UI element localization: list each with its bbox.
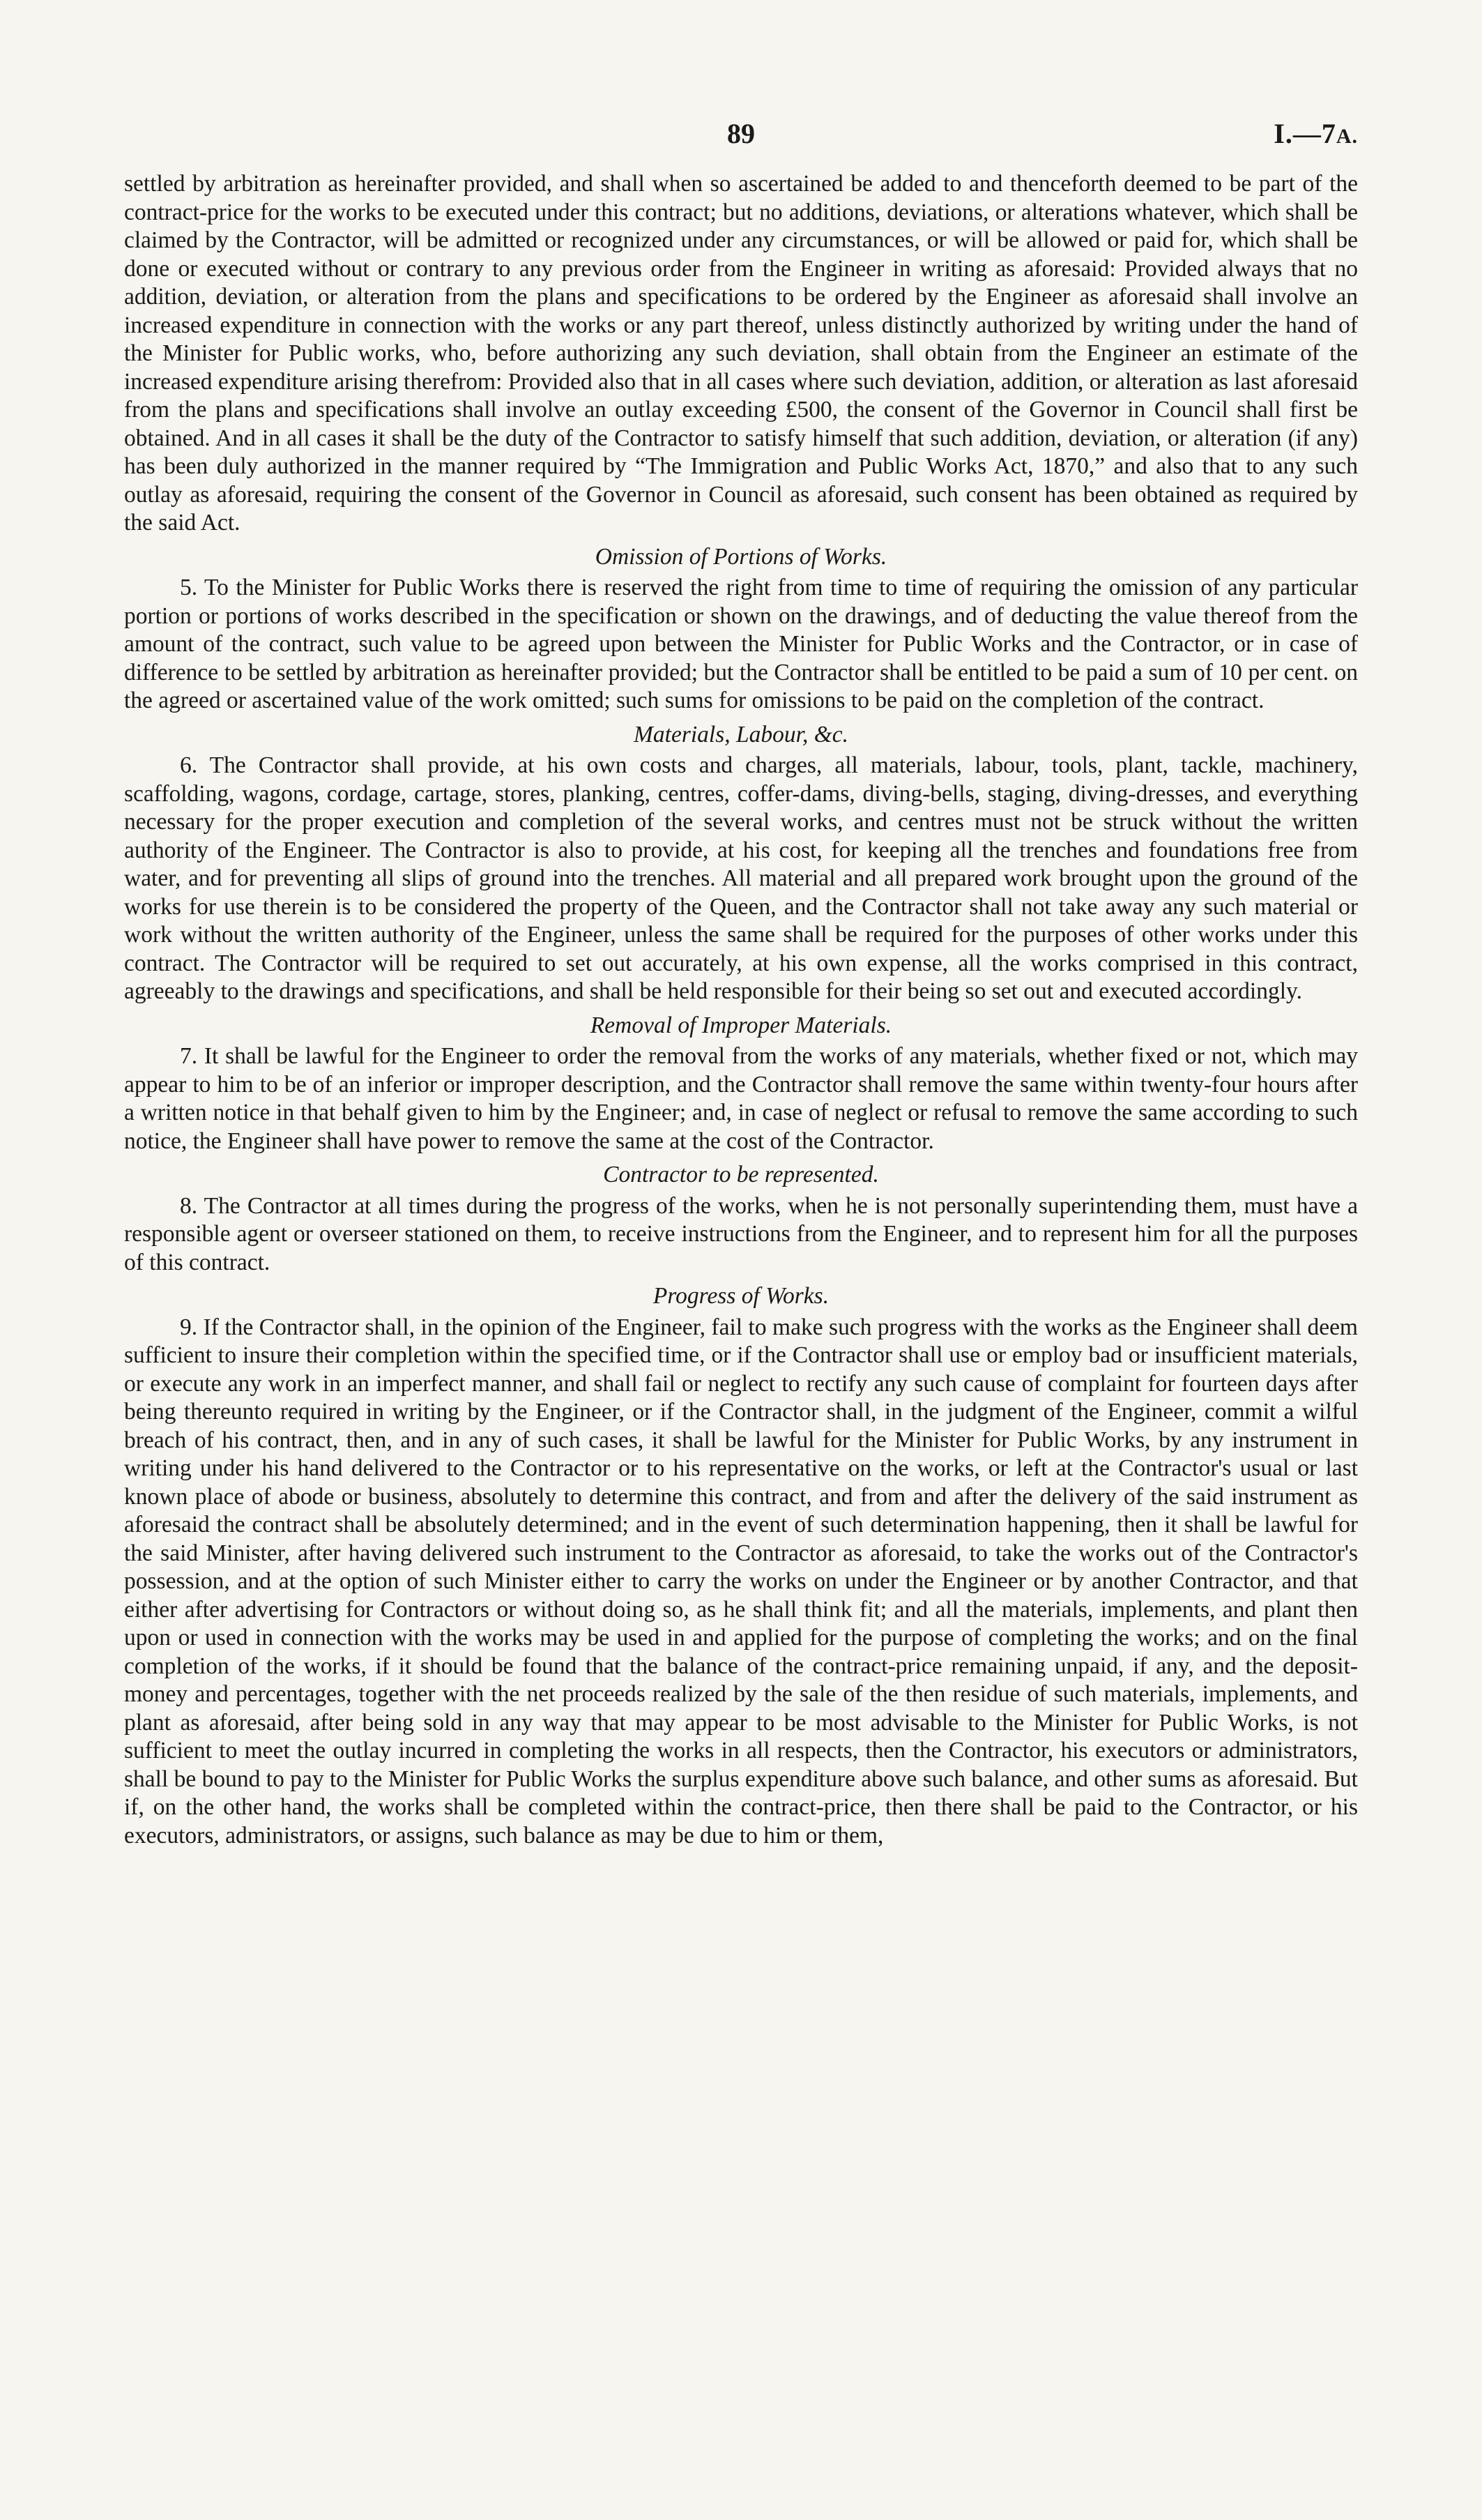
clause-8: 8. The Contractor at all times during the progress of the works, when he is not personally superintending them, must have a responsible agent or overseer stationed on them, to receive instructions from the Engineer, and to represent him for all the purposes of this contract. [124, 1192, 1358, 1275]
clause-6: 6. The Contractor shall provide, at his own costs and charges, all materials, labour, tools, plant, tackle, machinery, scaffolding, wagons, cordage, cartage, stores, planking, centres, coffer-dams, diving-bells, staging, diving-dresses, and everything necessary for the proper execution and completion of the several works, and centres must not be struck without the written authority of the Engineer. The Contractor is also to provide, at his cost, for keeping all the trenches and foundations free from water, and for preventing all slips of ground into the trenches. All material and all prepared work brought upon the ground of the works for use therein is to be considered the property of the Queen, and the Contractor shall not take away any such material or work without the written authority of the Engineer, unless the same shall be required for the purposes of other works under this contract. The Contractor will be required to set out accurately, at his own expense, all the works comprised in this contract, agreeably to the drawings and specifications, and shall be held responsible for their being so set out and executed accordingly. [124, 752, 1358, 1004]
document-reference [1274, 117, 1358, 150]
page-header [124, 117, 1358, 166]
reference-main: I.—7 [1274, 118, 1336, 149]
page-number: 89 [727, 118, 755, 149]
section-heading-removal: Removal of Improper Materials. [590, 1012, 892, 1038]
section-heading-progress: Progress of Works. [652, 1283, 830, 1309]
clause-5: 5. To the Minister for Public Works there is reserved the right from time to time of requiring the omission of any particular portion or portions of works described in the specification or shown on the drawings, and of deducting the value thereof from the amount of the contract, such value to be agreed upon between the Minister for Public Works and the Contractor, or in case of difference to be settled by arbitration as hereinafter provided; but the Contractor shall be entitled to be paid a sum of 10 per cent. on the agreed or ascertained value of the work omitted; such sums for omissions to be paid on the completion of the contract. [124, 575, 1358, 713]
section-heading-materials: Materials, Labour, &c. [633, 721, 849, 747]
paragraph-continuation: settled by arbitration as hereinafter provided, and shall when so ascertained be added to and thenceforth deemed to be part of the contract-price for the works to be executed under this contract; but no additions, deviations, or alterations whatever, which shall be claimed by the Contractor, will be admitted or recognized under any circumstances, or will be allowed or paid for, which shall be done or executed without or contrary to any previous order from the Engineer in writing as aforesaid: Provided always that no addition, deviation, or alteration from the plans and specifications to be ordered by the Engineer as aforesaid shall involve an increased expenditure in connection with the works or any part thereof, unless distinctly authorized by writing under the hand of the Minister for Public works, who, before authorizing any such deviation, shall obtain from the Engineer an estimate of the increased expenditure arising therefrom: Provided also that in all cases where such deviation, addition, or alteration as last aforesaid from the plans and specifications shall involve an outlay exceeding £500, the consent of the Governor in Council shall first be obtained. And in all cases it shall be the duty of the Contractor to satisfy himself that such addition, deviation, or alteration (if any) has been duly authorized in the manner required by “The Immigration and Public Works Act, 1870,” and also that to any such outlay as aforesaid, requiring the consent of the Governor in Council as aforesaid, such consent has been obtained as required by the said Act. [124, 171, 1358, 536]
clause-7: 7. It shall be lawful for the Engineer to order the removal from the works of any materials, whether fixed or not, which may appear to him to be of an inferior or improper description, and the Contractor shall remove the same within twenty-four hours after a written notice in that behalf given to him by the Engineer; and, in case of neglect or refusal to remove the same according to such notice, the Engineer shall have power to remove the same at the cost of the Contractor. [124, 1043, 1358, 1154]
reference-suffix: A. [1336, 125, 1358, 148]
section-heading-omission: Omission of Portions of Works. [595, 543, 887, 570]
section-heading-representative: Contractor to be represented. [603, 1162, 879, 1187]
clause-9: 9. If the Contractor shall, in the opinion of the Engineer, fail to make such progress with the works as the Engineer shall deem sufficient to insure their completion within the specified time, or if the Contractor shall use or employ bad or insufficient materials, or execute any work in an imperfect manner, and shall fail or neglect to rectify any such cause of complaint for fourteen days after being thereunto required in writing by the Engineer, or if the Contractor shall, in the judgment of the Engineer, commit a wilful breach of his contract, then, and in any of such cases, it shall be lawful for the Minister for Public Works, by any instrument in writing under his hand delivered to the Contractor or to his representative on the works, or left at the Contractor's usual or last known place of abode or business, absolutely to determine this contract, and from and after the delivery of the said instrument as aforesaid the contract shall be absolutely determined; and in the event of such determination happening, then it shall be lawful for the said Minister, after having delivered such instrument to the Contractor as aforesaid, to take the works out of the Contractor's possession, and at the option of such Minister either to carry the works on under the Engineer or by another Contractor, and that either after advertising for Contractors or without doing so, as he shall think fit; and all the materials, implements, and plant then upon or used in connection with the works may be used in and applied for the purpose of completing the works; and on the final completion of the works, if it should be found that the balance of the contract-price remaining unpaid, if any, and the deposit-money and percentages, together with the net proceeds realized by the sale of the then residue of such materials, implements, and plant as aforesaid, after being sold in any way that may appear to be most advisable to the Minister for Public Works, is not sufficient to meet the outlay incurred in completing the works in all respects, then the Contractor, his executors or administrators, shall be bound to pay to the Minister for Public Works the surplus expenditure above such balance, and other sums as aforesaid. But if, on the other hand, the works shall be completed within the contract-price, then there shall be paid to the Contractor, or his executors, administrators, or assigns, such balance as may be due to him or them, [124, 1314, 1358, 1849]
document-body [124, 170, 1358, 1850]
